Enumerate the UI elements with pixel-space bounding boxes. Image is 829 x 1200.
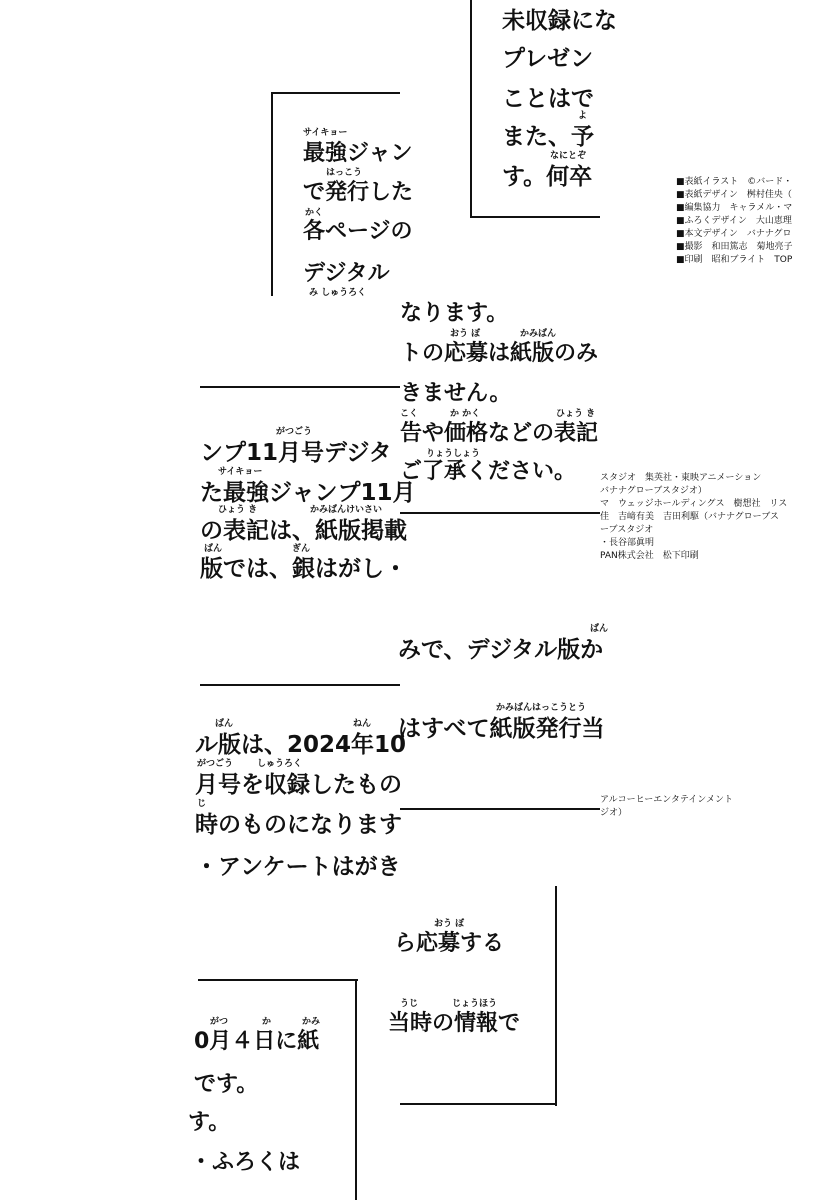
credits-right (672, 174, 829, 274)
text-line: 版では、銀はがし・ (200, 556, 407, 582)
notice-strip-center (400, 292, 600, 512)
credits-mid (600, 470, 829, 570)
text-line: の表記は、紙版掲載 (200, 518, 407, 544)
text-line: ル版は、2024年10 (195, 732, 407, 758)
ruby-annotation: ばん (204, 544, 223, 554)
credit-line: ジオ） (600, 808, 628, 818)
text-line: で発行した (303, 180, 414, 205)
ruby-annotation: かみばんけいさい (310, 505, 383, 515)
ruby-annotation: ぎん (292, 544, 311, 554)
credit-line: ■本文デザイン バナナグロ (676, 229, 792, 239)
text-line: トの応募は紙版のみ (400, 341, 599, 366)
text-line: ら応募する (394, 931, 505, 956)
text-line: デジタル (303, 261, 390, 286)
divider (400, 808, 600, 810)
ruby-annotation: がつごう (197, 759, 234, 769)
notice-box-bottom-left (188, 979, 360, 1200)
text-line: す。 (188, 1110, 231, 1135)
text-line: プレゼン (502, 46, 594, 72)
ruby-annotation: しゅうろく (257, 759, 303, 769)
ruby-annotation: おう ぼ (434, 919, 465, 929)
credit-line: 佳 吉﨑有美 吉田利駆（バナナグローブス (600, 512, 779, 522)
text-line: きません。 (400, 381, 512, 406)
ruby-annotation: なにとぞ (550, 151, 587, 161)
text-line: です。 (194, 1072, 259, 1097)
ruby-annotation: サイキョー (303, 128, 348, 138)
text-line: みで、デジタル版か (398, 637, 604, 663)
ruby-annotation: ばん (590, 624, 609, 634)
ruby-annotation: か (262, 1017, 272, 1027)
notice-line-mid-2 (398, 695, 605, 745)
ruby-annotation: サイキョー (218, 467, 263, 477)
ruby-annotation: おう ぼ (450, 329, 481, 339)
text-line: はすべて紙版発行当 (398, 716, 605, 742)
notice-line-mid-1 (398, 615, 609, 665)
credit-line: ■表紙デザイン 桝村佳央（ (676, 190, 792, 200)
ruby-annotation: こく (400, 409, 419, 419)
ruby-annotation: かみばん (520, 329, 557, 339)
credit-line: ■印刷 昭和ブライト TOP (676, 255, 793, 265)
credit-line: アルコーヒーエンタテインメント (600, 795, 734, 805)
text-line: ンプ11月号デジタ (200, 440, 392, 466)
ruby-annotation: じ (197, 799, 207, 809)
ruby-annotation: うじ (400, 999, 419, 1009)
credit-line: ■表紙イラスト ©バード・ (676, 177, 793, 187)
text-line: す。何卒 (502, 164, 593, 190)
credit-line: マ ウェッジホールディングス 樹想社 リス (600, 499, 788, 509)
text-line: た最強ジャンプ11月 (200, 480, 416, 506)
text-line: 最強ジャン (303, 141, 413, 166)
text-line: 時のものになります (195, 812, 402, 838)
notice-box-top-right (470, 0, 617, 220)
text-line: 0月４日に紙 (194, 1029, 320, 1054)
ruby-annotation: かみばんはっこうとう (496, 703, 587, 713)
notice-block-left-2 (195, 710, 407, 890)
text-line: 未収録にな (502, 8, 617, 34)
ruby-annotation: よ (578, 111, 588, 121)
ruby-annotation: み しゅうろく (309, 288, 367, 298)
text-line: 各ページの (303, 219, 413, 244)
ruby-annotation: かく (305, 208, 324, 218)
ruby-annotation: ばん (215, 719, 234, 729)
ruby-annotation: ねん (353, 719, 372, 729)
ruby-annotation: がつごう (276, 427, 313, 437)
notice-box-bottom-right (388, 886, 560, 1108)
ruby-annotation: がつ (210, 1017, 229, 1027)
notice-box-top-left (271, 92, 414, 298)
divider (200, 684, 400, 686)
text-line: 月号を収録したもの (195, 772, 402, 798)
text-line: また、予 (502, 124, 594, 150)
credit-line: ■ふろくデザイン 大山恵理 (676, 216, 792, 226)
credit-line: バナナグローブスタジオ） (600, 486, 707, 496)
ruby-annotation: かみ (302, 1017, 321, 1027)
credit-line: ーブスタジオ (600, 525, 654, 535)
text-line: ご了承ください。 (400, 459, 577, 484)
text-line: ことはで (502, 86, 594, 112)
ruby-annotation: りょうしょう (426, 449, 481, 459)
credits-low (600, 792, 829, 826)
text-line: 当時の情報で (388, 1011, 521, 1036)
credit-line: スタジオ 集英社・東映アニメーション (600, 473, 762, 483)
credit-line: ■撮影 和田篤志 菊地亮子 (676, 242, 793, 252)
text-line: なります。 (400, 301, 509, 326)
text-line: ・アンケートはがき (195, 854, 401, 880)
text-line: 告や価格などの表記 (400, 421, 599, 446)
credit-line: ■編集協力 キャラメル・マ (676, 203, 793, 213)
ruby-annotation: か かく (450, 409, 481, 419)
ruby-annotation: ひょう き (218, 505, 258, 515)
text-line: ・ふろくは (190, 1150, 301, 1175)
ruby-annotation: ひょう き (556, 409, 596, 419)
ruby-annotation: はっこう (326, 168, 363, 178)
credit-line: ・長谷部眞明 (600, 538, 655, 548)
ruby-annotation: じょうほう (452, 999, 498, 1009)
credit-line: PAN株式会社 松下印刷 (600, 551, 699, 561)
